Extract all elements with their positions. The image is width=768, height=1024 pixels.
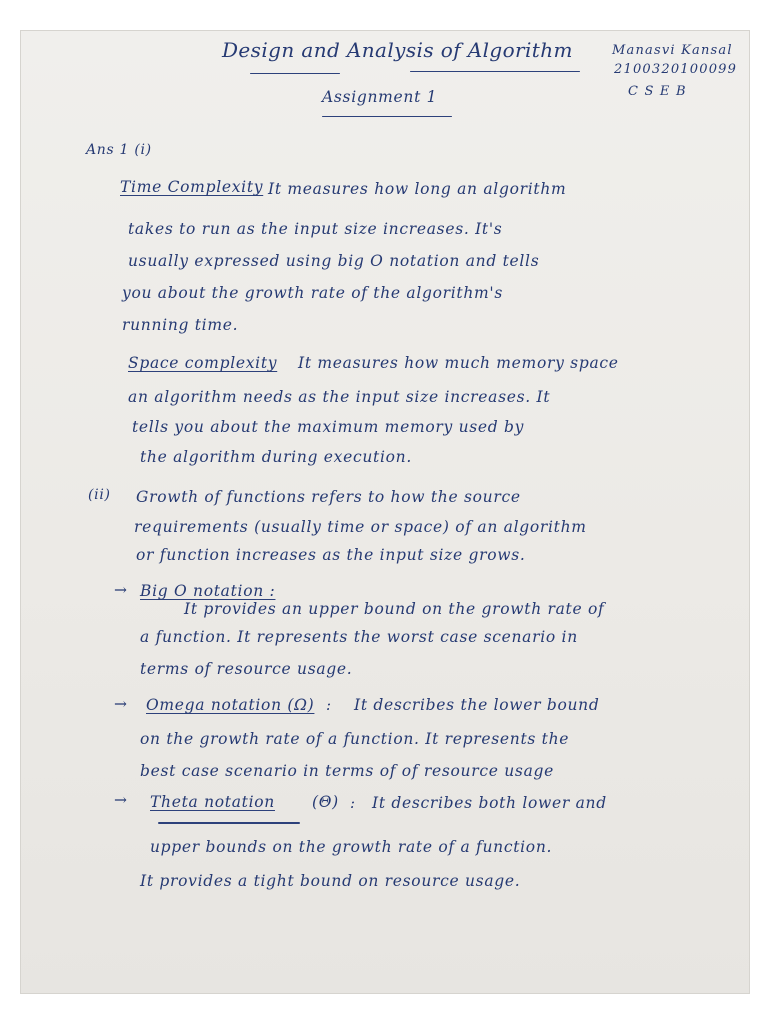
text-line: It describes both lower and <box>372 794 607 812</box>
omega-term: Omega notation (Ω) <box>146 696 315 714</box>
text-line: on the growth rate of a function. It represents the <box>140 730 570 748</box>
text-line: It measures how long an algorithm <box>268 180 567 198</box>
text-line: best case scenario in terms of of resource usage <box>140 762 555 780</box>
big-o-term: Big O notation : <box>140 582 276 600</box>
text-line: usually expressed using big O notation and tells <box>128 252 540 270</box>
theta-symbol: (Θ) <box>312 793 339 811</box>
text-line: running time. <box>122 316 239 334</box>
arrow-icon: → <box>114 791 128 809</box>
text-line: requirements (usually time or space) of an algorithm <box>134 518 587 536</box>
space-complexity-term: Space complexity <box>128 354 278 372</box>
theta-underline-stroke <box>158 822 300 824</box>
arrow-icon: → <box>114 581 128 599</box>
part-ii-marker: (ii) <box>88 487 111 503</box>
text-line: or function increases as the input size grows. <box>136 546 526 564</box>
theta-term: Theta notation <box>150 793 275 811</box>
text-line: tells you about the maximum memory used by <box>132 418 525 436</box>
answer-number: Ans 1 <box>86 142 130 158</box>
text-line: Growth of functions refers to how the source <box>136 488 521 506</box>
text-line: takes to run as the input size increases. It's <box>128 220 503 238</box>
time-complexity-term: Time Complexity <box>120 178 264 196</box>
text-line: It describes the lower bound <box>354 696 600 714</box>
answer-label <box>86 143 152 157</box>
part-i-marker: (i) <box>134 142 152 158</box>
page-subtitle: Assignment 1 <box>322 88 438 106</box>
text-line: an algorithm needs as the input size increases. It <box>128 388 551 406</box>
branch: C S E B <box>628 84 687 99</box>
page-title: Design and Analysis of Algorithm <box>222 38 573 62</box>
text-line: terms of resource usage. <box>140 660 353 678</box>
arrow-icon: → <box>114 695 128 713</box>
colon-mark: : <box>350 794 356 812</box>
text-line: you about the growth rate of the algorithm's <box>122 284 504 302</box>
text-line: It provides a tight bound on resource usage. <box>140 872 521 890</box>
student-name: Manasvi Kansal <box>612 43 733 58</box>
colon-mark: : <box>326 696 332 714</box>
text-line: It provides an upper bound on the growth rate of <box>184 600 605 618</box>
text-line: It measures how much memory space <box>298 354 619 372</box>
text-line: upper bounds on the growth rate of a function. <box>150 838 553 856</box>
text-line: the algorithm during execution. <box>140 448 412 466</box>
text-line: a function. It represents the worst case scenario in <box>140 628 578 646</box>
roll-number: 2100320100099 <box>614 62 738 77</box>
